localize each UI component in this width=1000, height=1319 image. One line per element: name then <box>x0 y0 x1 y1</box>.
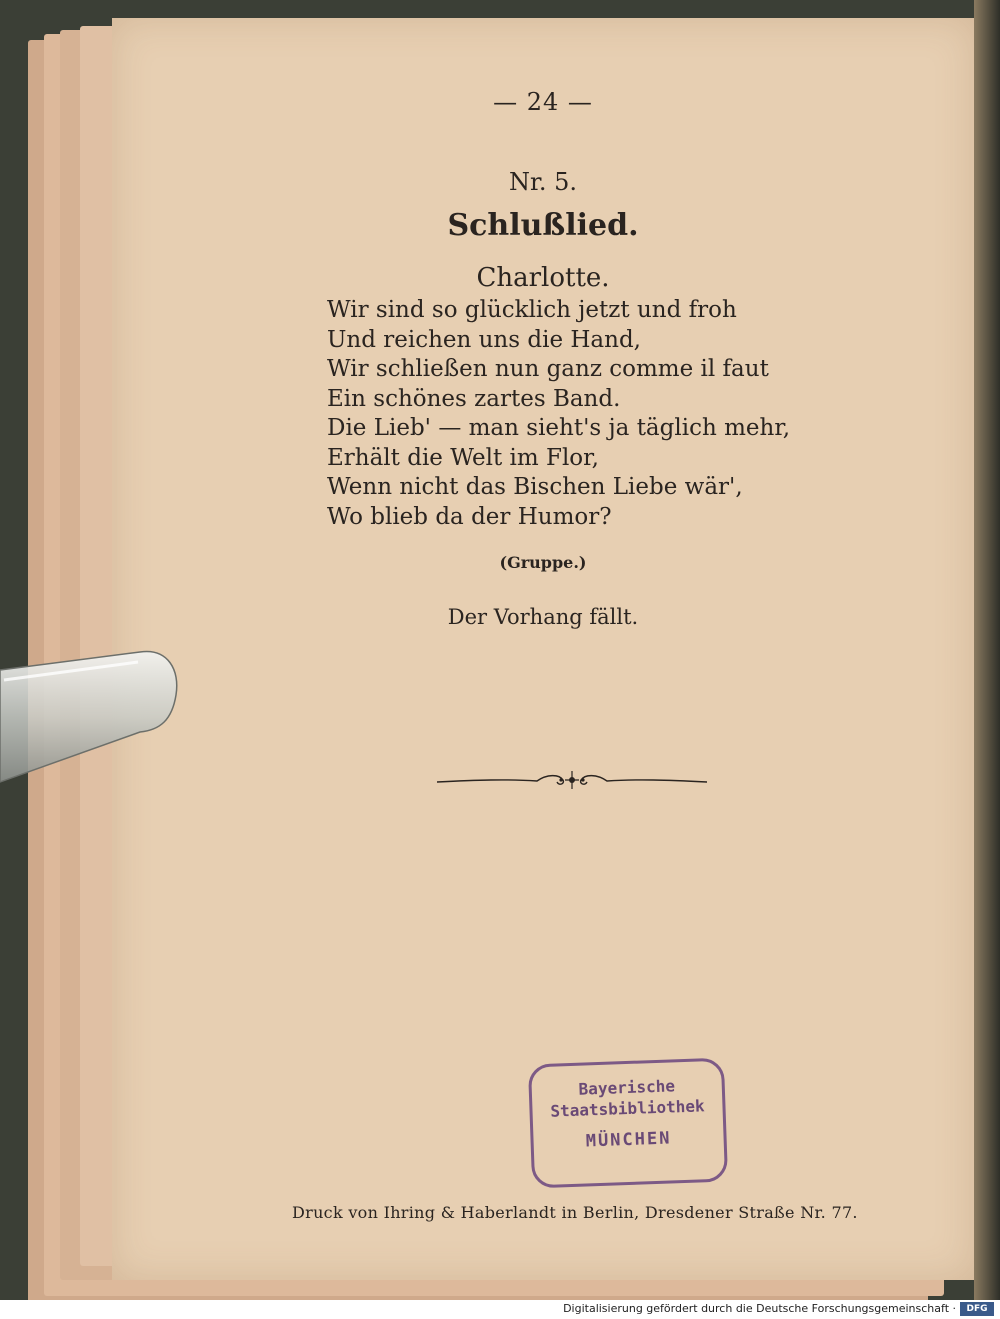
verse-line: Die Lieb' — man sieht's ja täglich mehr, <box>327 415 791 441</box>
verse-line: Ein schönes zartes Band. <box>327 385 621 412</box>
stamp-text: Staatsbibliothek <box>550 1096 705 1121</box>
curtain-note: Der Vorhang fällt. <box>447 605 639 629</box>
dfg-logo: DFG <box>960 1302 994 1316</box>
footer-attribution: Digitalisierung gefördert durch die Deutsche Forschungsgemeinschaft · <box>563 1302 956 1315</box>
verse <box>327 296 790 532</box>
footer-bar <box>0 1300 1000 1319</box>
verse-line: Wir schließen nun ganz comme il faut <box>327 356 769 382</box>
stamp-text: MÜNCHEN <box>585 1128 672 1152</box>
speaker-name: Charlotte. <box>476 263 610 293</box>
stamp-text: Bayerische <box>578 1076 676 1099</box>
verse-line: Wo blieb da der Humor? <box>327 503 612 530</box>
printer-imprint: Druck von Ihring & Haberlandt in Berlin, Dresdener Straße Nr. 77. <box>292 1203 858 1222</box>
stage-direction: (Gruppe.) <box>499 553 587 572</box>
page-number: — 24 — <box>493 88 593 116</box>
song-number: Nr. 5. <box>509 168 577 196</box>
glass-clamp-icon <box>0 640 180 790</box>
song-title: Schlußlied. <box>447 208 639 243</box>
book-gutter <box>974 0 1000 1300</box>
book-page <box>112 18 974 1280</box>
verse-line: Erhält die Welt im Flor, <box>327 444 599 471</box>
verse-line: Und reichen uns die Hand, <box>327 326 641 353</box>
library-stamp <box>528 1058 728 1189</box>
ornament-divider-icon <box>437 766 707 796</box>
verse-line: Wenn nicht das Bischen Liebe wär', <box>327 474 743 500</box>
verse-line: Wir sind so glücklich jetzt und froh <box>327 297 737 323</box>
